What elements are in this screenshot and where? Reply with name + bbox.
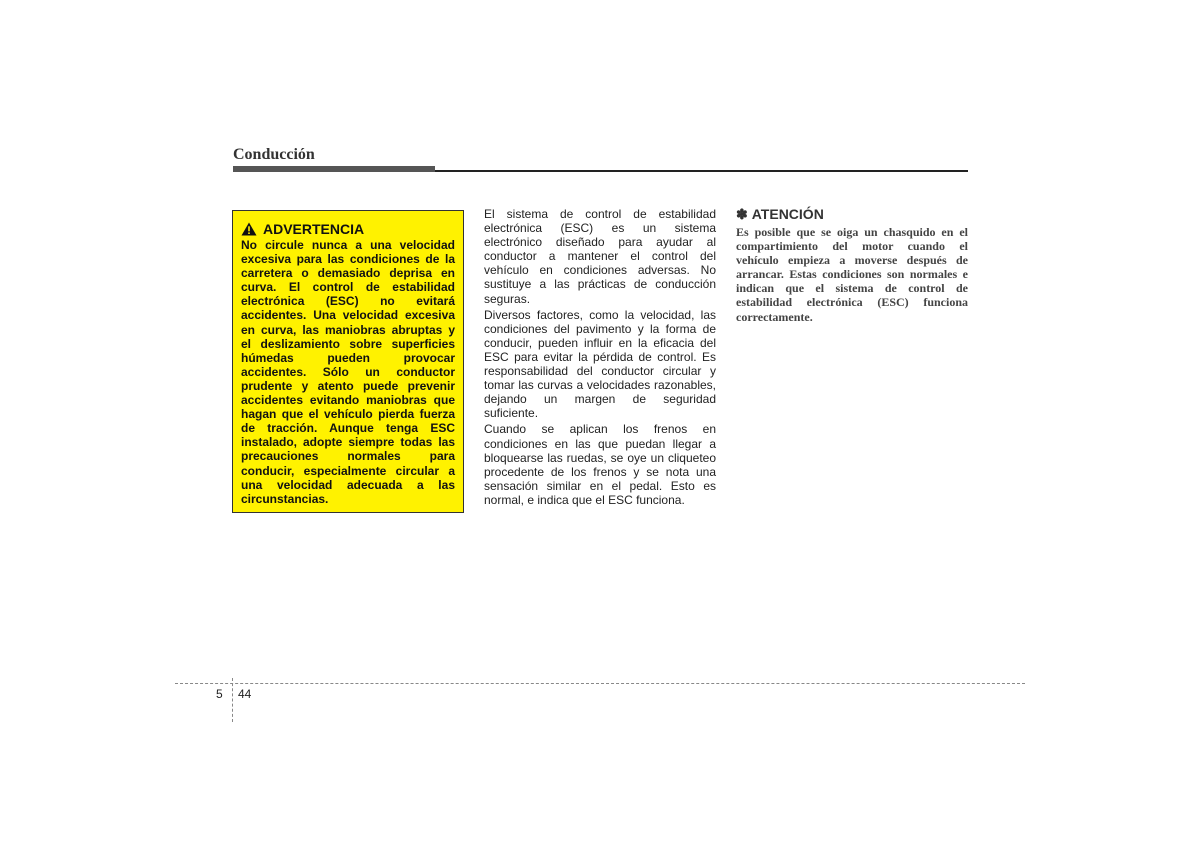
header-rule-accent — [233, 166, 435, 172]
warning-triangle-icon — [241, 222, 257, 236]
main-paragraph-3: Cuando se aplican los frenos en condiciones en las que puedan llegar a bloquearse las ruedas, se oye un cliqueteo procedente de los frenos y se nota una sensación similar en el pedal. Esto es normal, e indica que el ESC funciona. — [484, 422, 716, 507]
warning-box — [232, 210, 464, 513]
main-paragraph-2: Diversos factores, como la velocidad, las condiciones del pavimento y la forma de conducir, pueden influir en la eficacia del ESC para evitar la pérdida de control. Es responsabilidad del conductor circular y tomar las curvas a velocidades razonables, dejando un margen de seguridad suficiente. — [484, 307, 716, 421]
page-number: 44 — [238, 687, 252, 701]
attention-body: Es posible que se oiga un chasquido en el compartimiento del motor cuando el vehículo empieza a moverse después de arrancar. Estas condiciones son normales e indican que el sistema de control de estabilidad electrónica (ESC) funciona correctamente. — [736, 225, 968, 324]
main-text-column — [484, 207, 716, 509]
footer-page-separator — [232, 678, 233, 722]
chapter-number: 5 — [216, 687, 223, 701]
attention-heading-label: ATENCIÓN — [751, 206, 824, 222]
main-paragraph-1: El sistema de control de estabilidad electrónica (ESC) es un sistema electrónico diseñado para ayudar al conductor a mantener el control del vehículo en condiciones adversas. No sustituye a las prácticas de conducción seguras. — [484, 207, 716, 306]
warning-heading-label: ADVERTENCIA — [263, 221, 365, 237]
warning-heading — [241, 221, 455, 237]
warning-body: No circule nunca a una velocidad excesiva para las condiciones de la carretera o demasiado deprisa en curva. El control de estabilidad electrónica (ESC) no evitará accidentes. Una velocidad excesiva en curva, las maniobras abruptas y el deslizamiento sobre superficies húmedas pueden provocar accidentes. Sólo un conductor prudente y atento puede prevenir accidentes evitando maniobras que hagan que el vehículo pierda fuerza de tracción. Aunque tenga ESC instalado, adopte siempre todas las precauciones normales para conducir, especialmente circular a una velocidad adecuada a las circunstancias. — [241, 238, 455, 506]
attention-heading — [736, 206, 968, 223]
asterisk-icon: ✽ — [736, 206, 748, 222]
section-title: Conducción — [233, 146, 315, 163]
attention-note — [736, 206, 968, 324]
footer-divider — [175, 683, 1025, 684]
